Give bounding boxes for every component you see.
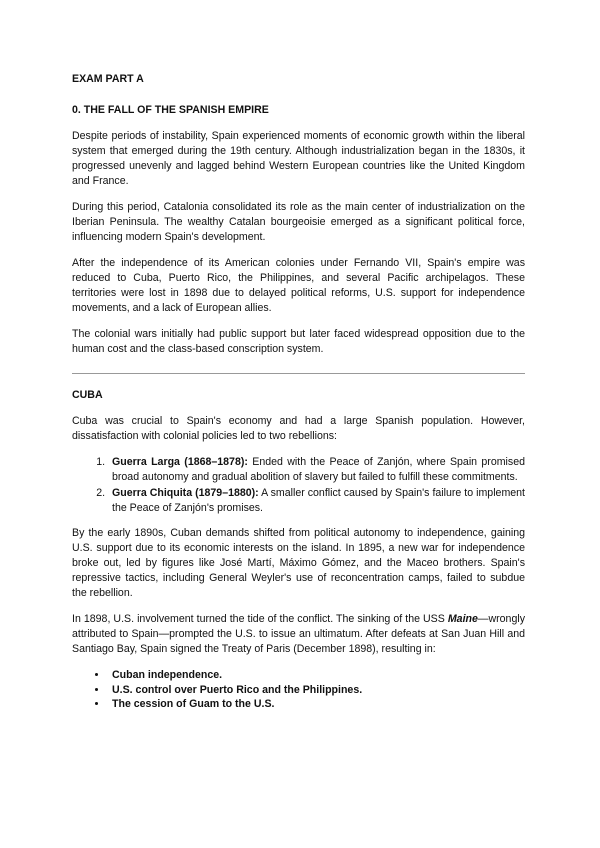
list-item bbox=[108, 455, 525, 484]
section-divider bbox=[72, 373, 525, 374]
list-item: • The cession of Guam to the U.S. bbox=[108, 697, 525, 712]
war-description: A smaller conflict caused by Spain's failure to implement the Peace of Zanjón's promises. bbox=[112, 487, 525, 514]
ship-name: Maine bbox=[447, 613, 478, 625]
list-item bbox=[108, 486, 525, 515]
paragraph-text: In 1898, U.S. involvement turned the tide of the conflict. The sinking of the USS bbox=[72, 613, 448, 625]
war-description: Ended with the Peace of Zanjón, where Spain promised broad autonomy and gradual abolition of slavery but failed to fulfill these commitments. bbox=[112, 456, 525, 483]
list-item: • Cuban independence. bbox=[108, 668, 525, 683]
results-list bbox=[72, 668, 525, 712]
paragraph: The colonial wars initially had public support but later faced widespread opposition due to the human cost and the class-based conscription system. bbox=[72, 328, 525, 355]
list-item: • U.S. control over Puerto Rico and the Philippines. bbox=[108, 683, 525, 698]
document-content bbox=[72, 72, 525, 712]
paragraph: Despite periods of instability, Spain experienced moments of economic growth within the liberal system that emerged during the 19th century. Although industrialization began in the 1830s, it progressed unevenly and lagged behind Western European countries like the United Kingdom and France. bbox=[72, 130, 525, 187]
paragraph-text: —wrongly attributed to Spain—prompted the U.S. to issue an ultimatum. After defeats at San Juan Hill and Santiago Bay, Spain signed the Treaty of Paris (December 1898), resulting in: bbox=[72, 613, 525, 655]
paragraph bbox=[72, 612, 525, 657]
paragraph: By the early 1890s, Cuban demands shifted from political autonomy to independence, gaining U.S. support due to its economic interests on the island. In 1895, a new war for independence broke out, led by figures like José Martí, Máximo Gómez, and the Maceo brothers. Spain's repressive tactics, including General Weyler's use of reconcentration camps, failed to subdue the rebellion. bbox=[72, 527, 525, 599]
war-name: Guerra Chiquita (1879–1880): bbox=[112, 487, 259, 499]
exam-part-heading: EXAM PART A bbox=[72, 73, 144, 85]
section-title-spanish-empire: 0. THE FALL OF THE SPANISH EMPIRE bbox=[72, 104, 269, 116]
section-title-cuba: CUBA bbox=[72, 389, 103, 401]
paragraph: During this period, Catalonia consolidated its role as the main center of industrialization on the Iberian Peninsula. The wealthy Catalan bourgeoisie emerged as a significant political force, influencing modern Spain's development. bbox=[72, 201, 525, 243]
paragraph: After the independence of its American colonies under Fernando VII, Spain's empire was reduced to Cuba, Puerto Rico, the Philippines, and several Pacific archipelagos. These territories were lost in 1898 due to delayed political reforms, U.S. support for independence movements, and a lack of European allies. bbox=[72, 257, 525, 314]
paragraph: Cuba was crucial to Spain's economy and had a large Spanish population. However, dissatisfaction with colonial policies led to two rebellions: bbox=[72, 415, 525, 442]
wars-list bbox=[72, 455, 525, 515]
war-name: Guerra Larga (1868–1878): bbox=[112, 456, 248, 468]
